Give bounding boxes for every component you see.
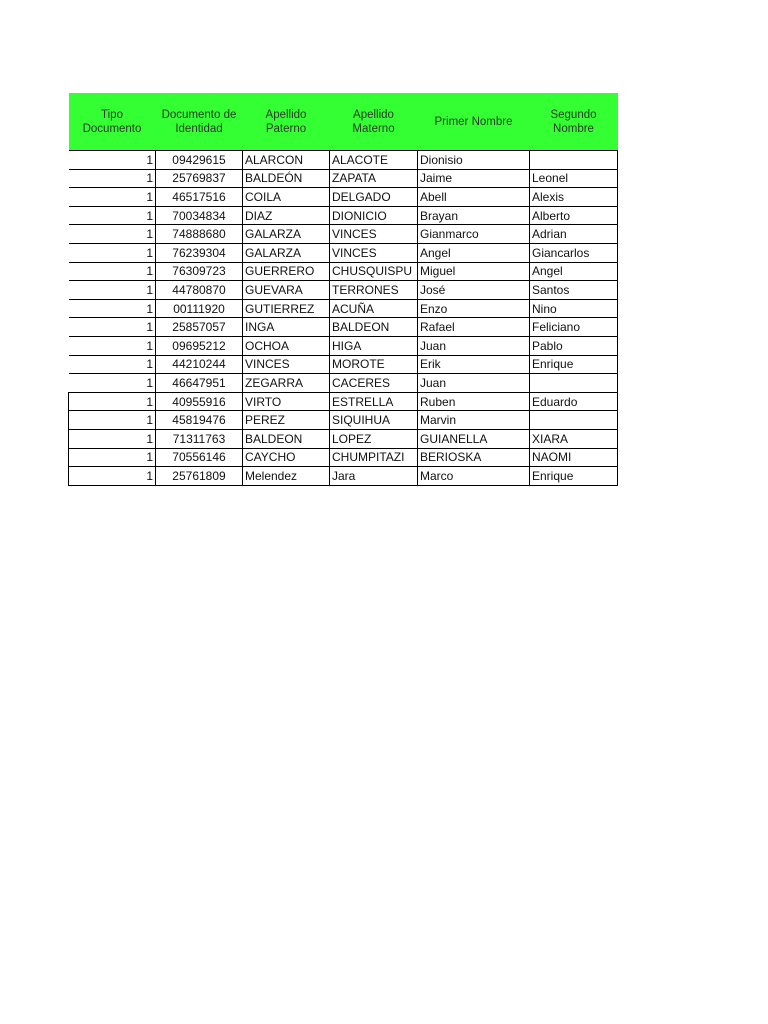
- tipo-documento-cell[interactable]: 1: [69, 281, 156, 300]
- segundo-nombre-cell[interactable]: Alexis: [530, 188, 618, 207]
- tipo-documento-cell[interactable]: 1: [69, 411, 156, 430]
- header-primer-nombre[interactable]: Primer Nombre: [418, 93, 530, 151]
- apellido-materno-cell[interactable]: TERRONES: [330, 281, 418, 300]
- primer-nombre-cell[interactable]: GUIANELLA: [418, 429, 530, 448]
- apellido-paterno-cell[interactable]: ALARCON: [243, 151, 330, 170]
- primer-nombre-cell[interactable]: Dionisio: [418, 151, 530, 170]
- apellido-paterno-cell[interactable]: ZEGARRA: [243, 374, 330, 393]
- apellido-paterno-cell[interactable]: GALARZA: [243, 225, 330, 244]
- documento-identidad-cell[interactable]: 76309723: [156, 262, 243, 281]
- tipo-documento-cell[interactable]: 1: [69, 355, 156, 374]
- table-row: [69, 281, 618, 300]
- documento-identidad-cell[interactable]: 25761809: [156, 467, 243, 486]
- segundo-nombre-cell[interactable]: Santos: [530, 281, 618, 300]
- apellido-materno-cell[interactable]: LOPEZ: [330, 429, 418, 448]
- primer-nombre-cell[interactable]: Angel: [418, 243, 530, 262]
- documento-identidad-cell[interactable]: 25857057: [156, 318, 243, 337]
- table-body: [69, 151, 618, 486]
- table-row: [69, 318, 618, 337]
- primer-nombre-cell[interactable]: Jaime: [418, 169, 530, 188]
- apellido-materno-cell[interactable]: ESTRELLA: [330, 392, 418, 411]
- segundo-nombre-cell[interactable]: [530, 151, 618, 170]
- segundo-nombre-cell[interactable]: Giancarlos: [530, 243, 618, 262]
- documento-identidad-cell[interactable]: 44210244: [156, 355, 243, 374]
- table-row: [69, 448, 618, 467]
- tipo-documento-cell[interactable]: 1: [69, 467, 156, 486]
- documento-identidad-cell[interactable]: 74888680: [156, 225, 243, 244]
- primer-nombre-cell[interactable]: Gianmarco: [418, 225, 530, 244]
- apellido-paterno-cell[interactable]: INGA: [243, 318, 330, 337]
- tipo-documento-cell[interactable]: 1: [69, 299, 156, 318]
- tipo-documento-cell[interactable]: 1: [69, 225, 156, 244]
- segundo-nombre-cell[interactable]: XIARA: [530, 429, 618, 448]
- table-row: [69, 467, 618, 486]
- tipo-documento-cell[interactable]: 1: [69, 188, 156, 207]
- documento-identidad-cell[interactable]: 09695212: [156, 336, 243, 355]
- apellido-paterno-cell[interactable]: COILA: [243, 188, 330, 207]
- tipo-documento-cell[interactable]: 1: [69, 151, 156, 170]
- tipo-documento-cell[interactable]: 1: [69, 392, 156, 411]
- table-row: [69, 225, 618, 244]
- table-row: [69, 355, 618, 374]
- documento-identidad-cell[interactable]: 70556146: [156, 448, 243, 467]
- primer-nombre-cell[interactable]: BERIOSKA: [418, 448, 530, 467]
- primer-nombre-cell[interactable]: Abell: [418, 188, 530, 207]
- apellido-materno-cell[interactable]: BALDEON: [330, 318, 418, 337]
- header-documento-identidad[interactable]: Documento de Identidad: [156, 93, 243, 151]
- apellido-materno-cell[interactable]: CACERES: [330, 374, 418, 393]
- documento-identidad-cell[interactable]: 44780870: [156, 281, 243, 300]
- table-row: [69, 151, 618, 170]
- documento-identidad-cell[interactable]: 45819476: [156, 411, 243, 430]
- primer-nombre-cell[interactable]: Miguel: [418, 262, 530, 281]
- apellido-paterno-cell[interactable]: Melendez: [243, 467, 330, 486]
- apellido-materno-cell[interactable]: ALACOTE: [330, 151, 418, 170]
- apellido-paterno-cell[interactable]: GALARZA: [243, 243, 330, 262]
- table-row: [69, 169, 618, 188]
- apellido-paterno-cell[interactable]: GUERRERO: [243, 262, 330, 281]
- segundo-nombre-cell[interactable]: Leonel: [530, 169, 618, 188]
- apellido-paterno-cell[interactable]: VIRTO: [243, 392, 330, 411]
- documento-identidad-cell[interactable]: 71311763: [156, 429, 243, 448]
- segundo-nombre-cell[interactable]: Feliciano: [530, 318, 618, 337]
- table-row: [69, 392, 618, 411]
- segundo-nombre-cell[interactable]: Alberto: [530, 206, 618, 225]
- table-row: [69, 188, 618, 207]
- apellido-paterno-cell[interactable]: BALDEÓN: [243, 169, 330, 188]
- tipo-documento-cell[interactable]: 1: [69, 318, 156, 337]
- apellido-materno-cell[interactable]: CHUMPITAZI: [330, 448, 418, 467]
- segundo-nombre-cell[interactable]: Enrique: [530, 467, 618, 486]
- segundo-nombre-cell[interactable]: NAOMI: [530, 448, 618, 467]
- table-row: [69, 411, 618, 430]
- tipo-documento-cell[interactable]: 1: [69, 243, 156, 262]
- apellido-materno-cell[interactable]: SIQUIHUA: [330, 411, 418, 430]
- primer-nombre-cell[interactable]: Juan: [418, 374, 530, 393]
- documento-identidad-cell[interactable]: 76239304: [156, 243, 243, 262]
- documento-identidad-cell[interactable]: 00111920: [156, 299, 243, 318]
- documento-identidad-cell[interactable]: 25769837: [156, 169, 243, 188]
- tipo-documento-cell[interactable]: 1: [69, 262, 156, 281]
- table-row: [69, 206, 618, 225]
- apellido-paterno-cell[interactable]: DIAZ: [243, 206, 330, 225]
- documento-identidad-cell[interactable]: 40955916: [156, 392, 243, 411]
- header-segundo-nombre[interactable]: Segundo Nombre: [530, 93, 618, 151]
- apellido-materno-cell[interactable]: VINCES: [330, 225, 418, 244]
- primer-nombre-cell[interactable]: Ruben: [418, 392, 530, 411]
- apellido-materno-cell[interactable]: Jara: [330, 467, 418, 486]
- apellido-paterno-cell[interactable]: CAYCHO: [243, 448, 330, 467]
- apellido-materno-cell[interactable]: HIGA: [330, 336, 418, 355]
- apellido-materno-cell[interactable]: CHUSQUISPU: [330, 262, 418, 281]
- apellido-paterno-cell[interactable]: OCHOA: [243, 336, 330, 355]
- documento-identidad-cell[interactable]: 46647951: [156, 374, 243, 393]
- primer-nombre-cell[interactable]: Marco: [418, 467, 530, 486]
- tipo-documento-cell[interactable]: 1: [69, 374, 156, 393]
- spreadsheet-sheet: [68, 93, 618, 486]
- segundo-nombre-cell[interactable]: [530, 374, 618, 393]
- header-tipo-documento[interactable]: Tipo Documento: [69, 93, 156, 151]
- header-apellido-materno[interactable]: Apellido Materno: [330, 93, 418, 151]
- segundo-nombre-cell[interactable]: Angel: [530, 262, 618, 281]
- documento-identidad-cell[interactable]: 46517516: [156, 188, 243, 207]
- documento-identidad-cell[interactable]: 70034834: [156, 206, 243, 225]
- table-row: [69, 262, 618, 281]
- apellido-paterno-cell[interactable]: PEREZ: [243, 411, 330, 430]
- table-row: [69, 243, 618, 262]
- primer-nombre-cell[interactable]: Juan: [418, 336, 530, 355]
- primer-nombre-cell[interactable]: Enzo: [418, 299, 530, 318]
- table-row: [69, 374, 618, 393]
- tipo-documento-cell[interactable]: 1: [69, 336, 156, 355]
- apellido-materno-cell[interactable]: VINCES: [330, 243, 418, 262]
- table-row: [69, 336, 618, 355]
- segundo-nombre-cell[interactable]: Pablo: [530, 336, 618, 355]
- apellido-paterno-cell[interactable]: GUEVARA: [243, 281, 330, 300]
- header-apellido-paterno[interactable]: Apellido Paterno: [243, 93, 330, 151]
- segundo-nombre-cell[interactable]: Eduardo: [530, 392, 618, 411]
- apellido-materno-cell[interactable]: ZAPATA: [330, 169, 418, 188]
- primer-nombre-cell[interactable]: Brayan: [418, 206, 530, 225]
- tipo-documento-cell[interactable]: 1: [69, 429, 156, 448]
- primer-nombre-cell[interactable]: Rafael: [418, 318, 530, 337]
- tipo-documento-cell[interactable]: 1: [69, 169, 156, 188]
- primer-nombre-cell[interactable]: José: [418, 281, 530, 300]
- table-row: [69, 299, 618, 318]
- segundo-nombre-cell[interactable]: Nino: [530, 299, 618, 318]
- segundo-nombre-cell[interactable]: Adrian: [530, 225, 618, 244]
- apellido-paterno-cell[interactable]: GUTIERREZ: [243, 299, 330, 318]
- segundo-nombre-cell[interactable]: [530, 411, 618, 430]
- segundo-nombre-cell[interactable]: Enrique: [530, 355, 618, 374]
- apellido-materno-cell[interactable]: DIONICIO: [330, 206, 418, 225]
- apellido-paterno-cell[interactable]: BALDEON: [243, 429, 330, 448]
- table-row: [69, 429, 618, 448]
- primer-nombre-cell[interactable]: Marvin: [418, 411, 530, 430]
- tipo-documento-cell[interactable]: 1: [69, 448, 156, 467]
- people-table: [68, 93, 618, 486]
- documento-identidad-cell[interactable]: 09429615: [156, 151, 243, 170]
- apellido-materno-cell[interactable]: DELGADO: [330, 188, 418, 207]
- header-row: [69, 93, 618, 151]
- primer-nombre-cell[interactable]: Erik: [418, 355, 530, 374]
- apellido-paterno-cell[interactable]: VINCES: [243, 355, 330, 374]
- tipo-documento-cell[interactable]: 1: [69, 206, 156, 225]
- apellido-materno-cell[interactable]: ACUÑA: [330, 299, 418, 318]
- apellido-materno-cell[interactable]: MOROTE: [330, 355, 418, 374]
